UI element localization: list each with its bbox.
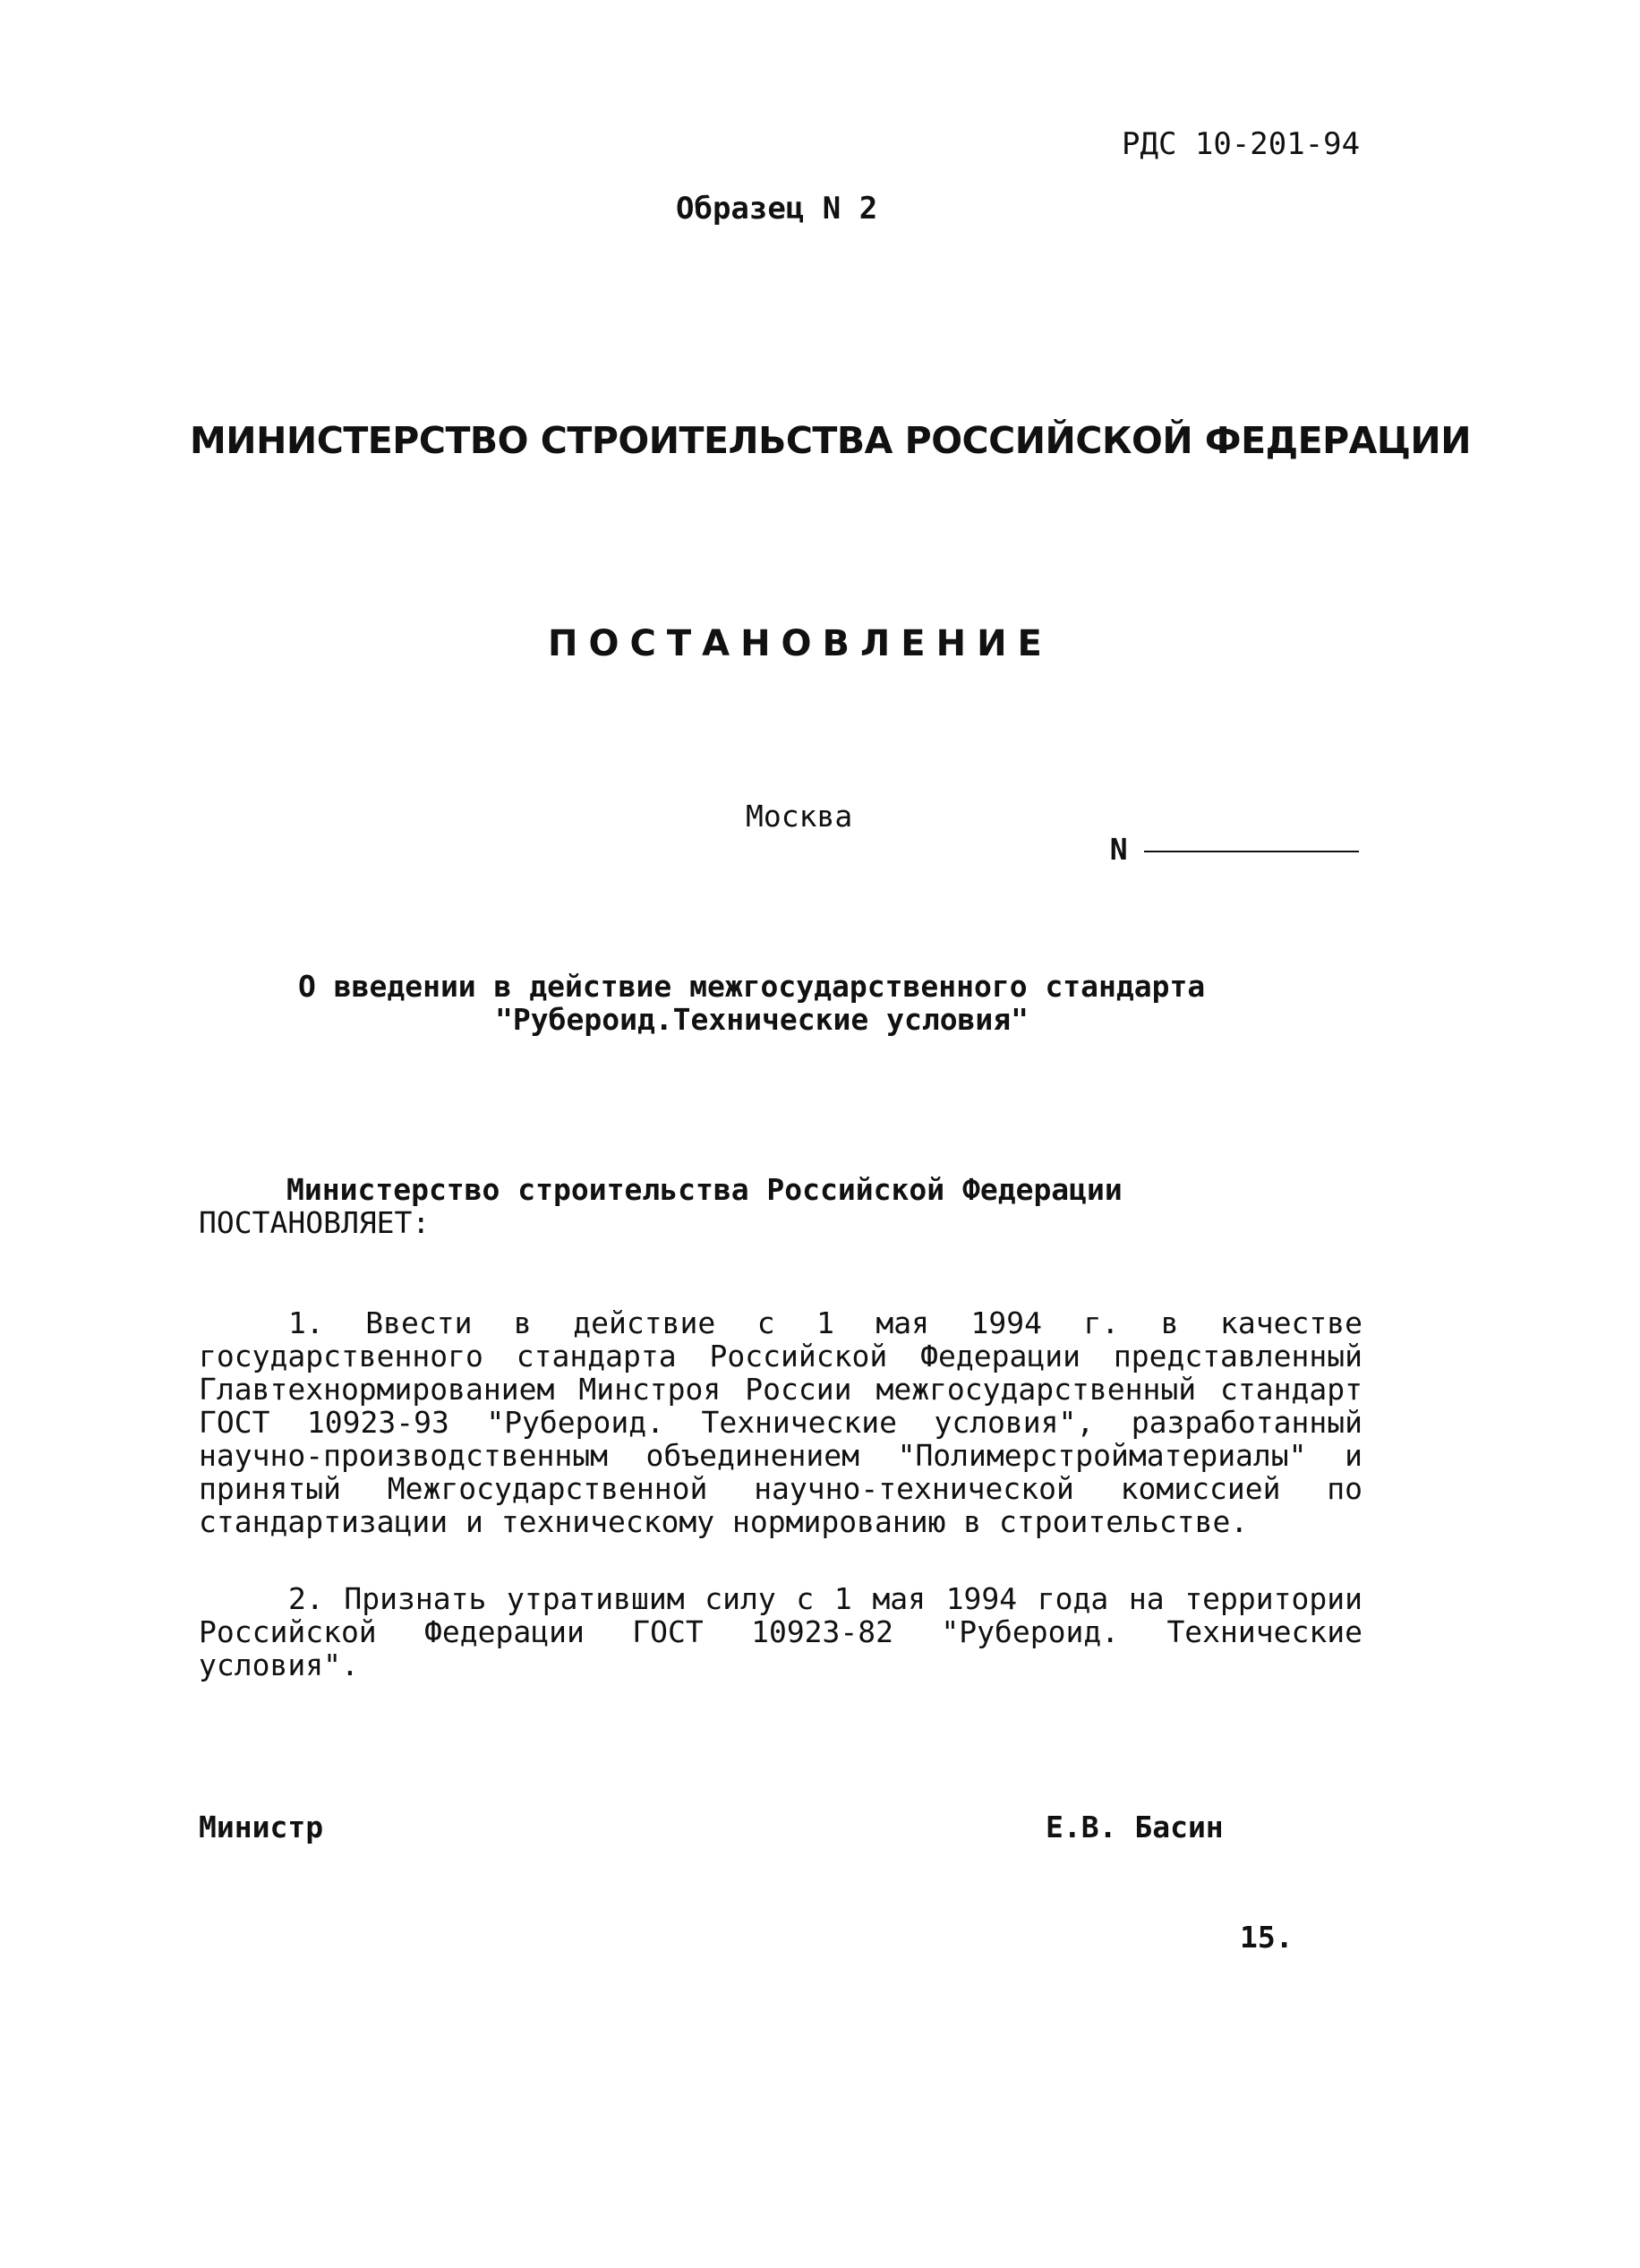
preamble-line-1: Министерство строительства Российской Федерации <box>286 1172 1123 1207</box>
preamble-line-2: ПОСТАНОВЛЯЕТ: <box>199 1205 431 1240</box>
document-code: РДС 10-201-94 <box>1122 126 1361 162</box>
paragraph-1 <box>199 1306 1362 1538</box>
document-type-title: ПОСТАНОВЛЕНИЕ <box>548 623 1053 664</box>
paragraph-2-text: 2. Признать утратившим силу с 1 мая 1994 года на территории Российской Федерации ГОСТ 10923-82 "Рубероид. Технические условия". <box>199 1581 1362 1682</box>
paragraph-1-text: 1. Ввести в действие с 1 мая 1994 г. в качестве государственного стандарта Российской Федерации представленный Главтехнормированием Минстроя России межгосударственный стандарт ГОСТ 10923-93 "Рубероид. Технические условия", разработанный научно-производственным объединением "Полимерстройматериалы" и принятый Межгосударственной научно-технической комиссией по стандартизации и техническому нормированию в строительстве. <box>199 1305 1362 1539</box>
signature-position: Министр <box>199 1810 324 1844</box>
subject-line-2: "Рубероид.Технические условия" <box>495 1002 1029 1037</box>
signature-name: Е.В. Басин <box>1046 1810 1224 1844</box>
ministry-title: МИНИСТЕРСТВО СТРОИТЕЛЬСТВА РОССИЙСКОЙ ФЕДЕРАЦИИ <box>190 419 1472 462</box>
number-label: N <box>1109 832 1128 867</box>
sample-label: Образец N 2 <box>676 191 878 227</box>
place-of-issue: Москва <box>746 799 853 834</box>
page-number: 15. <box>1240 1920 1294 1955</box>
subject-line-1: О введении в действие межгосударственного стандарта <box>298 969 1206 1004</box>
number-blank-line <box>1144 851 1359 852</box>
paragraph-2 <box>199 1582 1362 1682</box>
document-number <box>1074 800 1359 866</box>
